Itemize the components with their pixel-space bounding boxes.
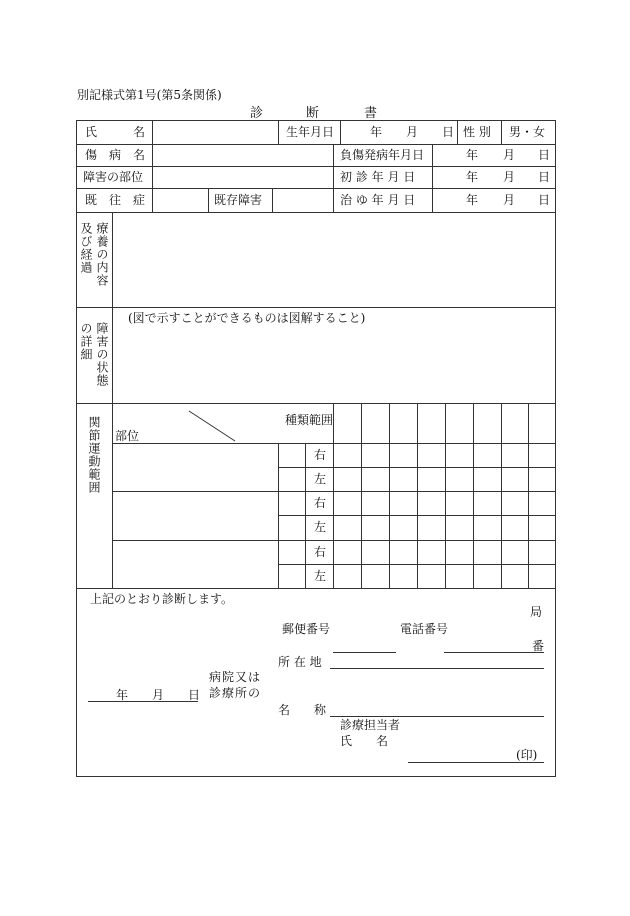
injury-year: 年 — [466, 148, 479, 162]
rule — [445, 403, 446, 588]
rule — [457, 120, 458, 144]
title-char-1: 診 — [250, 106, 264, 121]
rule — [76, 403, 556, 404]
rule — [112, 540, 556, 541]
rule — [432, 144, 433, 212]
issue-month: 月 — [152, 688, 165, 702]
birth-month: 月 — [406, 125, 419, 139]
rule — [501, 120, 502, 144]
rule — [152, 120, 153, 212]
doctor-name-underline — [408, 762, 544, 763]
detail-label-col1: 障害の状態 — [95, 322, 109, 387]
rule — [473, 403, 474, 588]
right-label-1: 右 — [314, 448, 327, 462]
detail-label-col2: の詳細 — [79, 322, 93, 361]
birth-year: 年 — [370, 125, 383, 139]
rule — [112, 212, 113, 588]
joint-range-label: 関節運動範囲 — [87, 416, 101, 494]
sex-label: 性 別 — [463, 125, 491, 139]
injury-label-char-3: 名 — [133, 148, 146, 162]
issue-year: 年 — [116, 688, 129, 702]
right-label-2: 右 — [314, 496, 327, 510]
rule — [501, 403, 502, 588]
left-label-2: 左 — [314, 520, 327, 534]
existing-impairment-label: 既存障害 — [214, 193, 263, 207]
diagram-note: (図で示すことができるものは図解すること) — [128, 311, 366, 325]
rule — [76, 588, 556, 589]
hospital-label-line2: 診療所の — [209, 686, 262, 700]
first-visit-day: 日 — [538, 170, 551, 184]
cure-month: 月 — [503, 193, 516, 207]
issue-day: 日 — [188, 688, 201, 702]
injury-month: 月 — [503, 148, 516, 162]
diagonal-divider — [185, 408, 240, 444]
right-label-3: 右 — [314, 545, 327, 559]
rule — [278, 120, 279, 144]
certification-statement: 上記のとおり診断します。 — [90, 592, 234, 606]
bureau-label: 局 — [530, 605, 543, 619]
address-label: 所 在 地 — [278, 655, 322, 669]
postal-code-underline — [333, 652, 396, 653]
birth-day: 日 — [442, 125, 455, 139]
seal-mark: (印) — [516, 748, 538, 762]
first-visit-year: 年 — [466, 170, 479, 184]
injury-date-label: 負傷発病年月日 — [340, 148, 425, 162]
rule — [76, 144, 556, 145]
doctor-name-label: 氏 名 — [340, 734, 389, 748]
history-label-char-3: 症 — [133, 193, 146, 207]
phone-underline — [444, 652, 544, 653]
rule — [112, 491, 556, 492]
impairment-site-label: 障害の部位 — [83, 170, 144, 184]
rule — [333, 403, 334, 588]
address-underline — [330, 668, 544, 669]
rule — [76, 212, 556, 213]
title-char-3: 書 — [364, 106, 378, 121]
cure-date-label: 治 ゆ 年 月 日 — [340, 193, 416, 207]
institution-name-underline — [330, 716, 544, 717]
treatment-label-col2: 及び経過 — [79, 222, 93, 274]
name-label-char-1: 氏 — [85, 125, 98, 139]
cure-day: 日 — [538, 193, 551, 207]
rule — [278, 564, 556, 565]
history-label-char-2: 往 — [109, 193, 122, 207]
type-range-label: 種類範囲 — [285, 413, 334, 427]
injury-day: 日 — [538, 148, 551, 162]
left-label-1: 左 — [314, 472, 327, 486]
injury-label-char-2: 病 — [109, 148, 122, 162]
cure-year: 年 — [466, 193, 479, 207]
left-label-3: 左 — [314, 569, 327, 583]
form-number-note: 別記様式第1号(第5条関係) — [77, 88, 222, 102]
rule — [417, 403, 418, 588]
issue-date-underline — [88, 701, 198, 702]
part-label: 部位 — [115, 429, 140, 443]
number-label: 番 — [532, 639, 545, 653]
rule — [278, 515, 556, 516]
rule — [528, 403, 529, 588]
postal-code-label: 郵便番号 — [282, 622, 331, 636]
name-label-char-2: 名 — [133, 125, 146, 139]
rule — [278, 467, 556, 468]
rule — [340, 120, 341, 144]
injury-label-char-1: 傷 — [85, 148, 98, 162]
treatment-label-col1: 療養の内容 — [95, 222, 109, 287]
institution-name-label: 名 称 — [278, 703, 327, 717]
rule — [272, 188, 273, 212]
first-visit-label: 初 診 年 月 日 — [340, 170, 416, 184]
rule — [208, 188, 209, 212]
rule — [76, 188, 556, 189]
history-label-char-1: 既 — [85, 193, 98, 207]
rule — [361, 403, 362, 588]
hospital-label-line1: 病院又は — [209, 670, 262, 684]
rule — [76, 166, 556, 167]
doctor-label: 診療担当者 — [340, 718, 401, 732]
phone-label: 電話番号 — [400, 622, 449, 636]
rule — [112, 443, 556, 444]
rule — [333, 144, 334, 212]
rule — [389, 403, 390, 588]
rule — [76, 307, 556, 308]
birth-date-label: 生年月日 — [286, 125, 335, 139]
title-char-2: 断 — [306, 106, 320, 121]
first-visit-month: 月 — [503, 170, 516, 184]
sex-value: 男・女 — [509, 125, 546, 139]
